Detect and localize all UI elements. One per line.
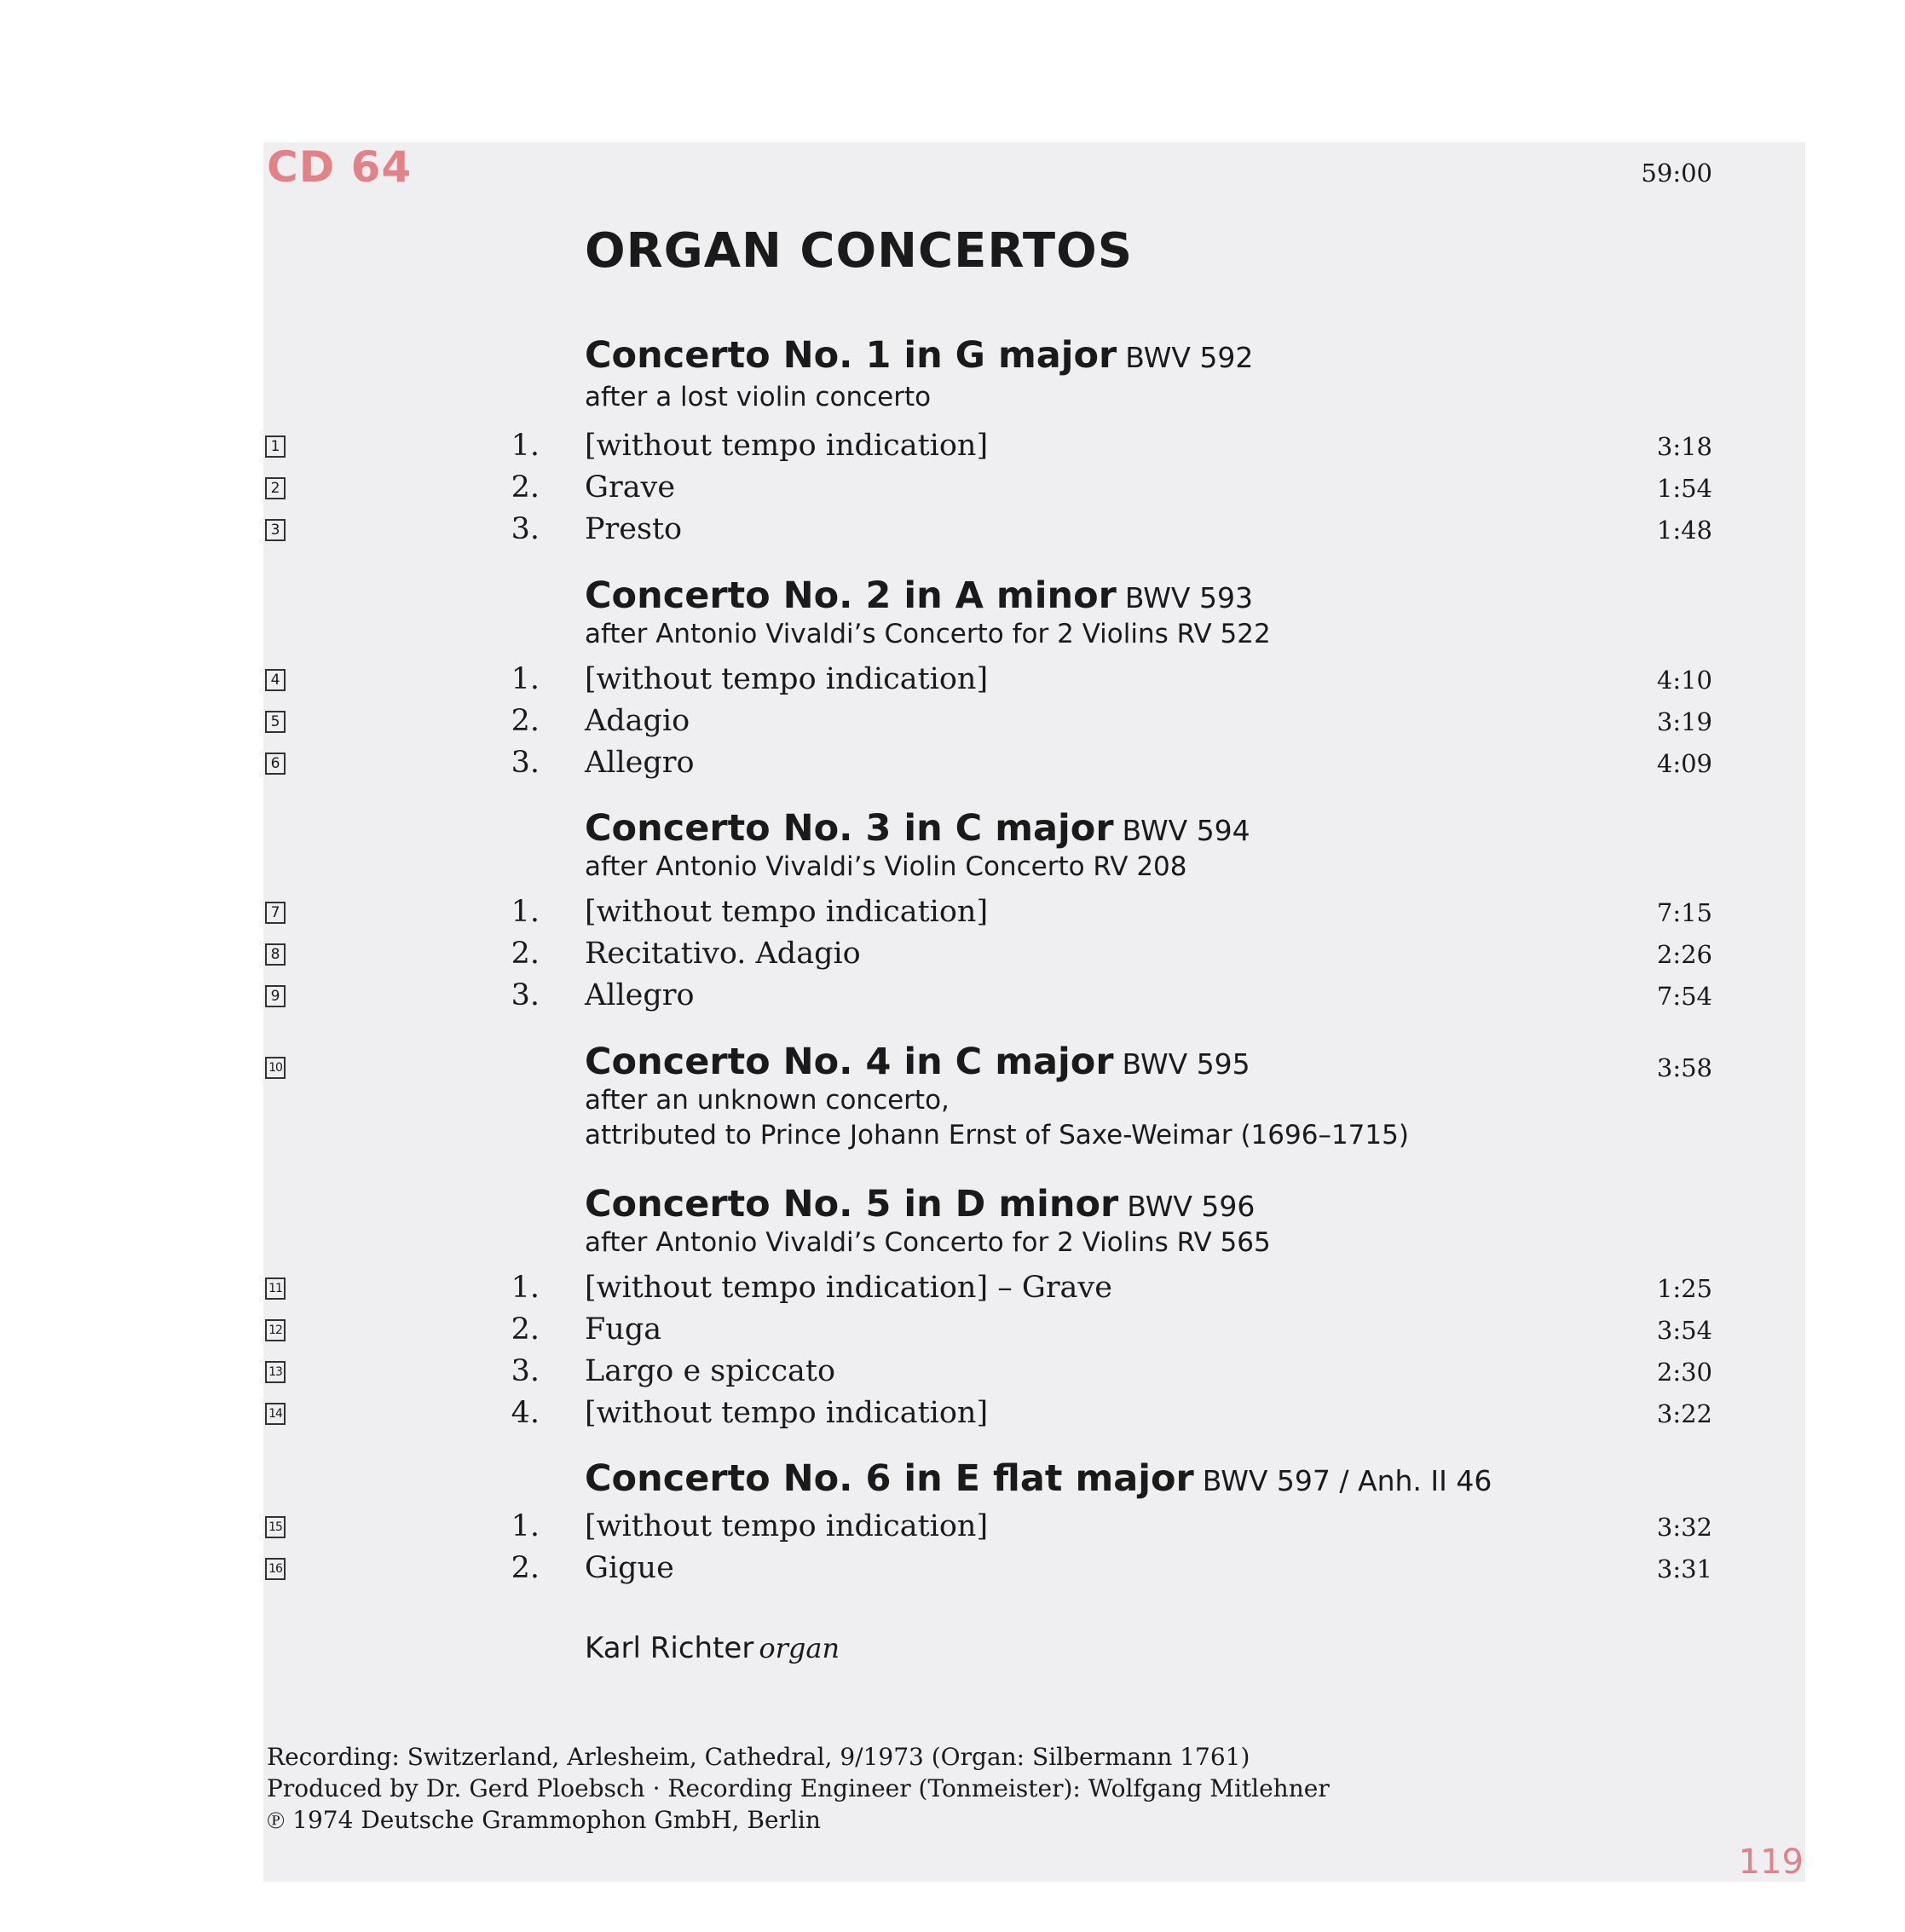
movement-number: 2.	[511, 1551, 540, 1585]
track-duration: 1:48	[1656, 516, 1712, 545]
movement-number: 1.	[511, 429, 540, 463]
movement-number: 1.	[511, 662, 540, 696]
track-number-box: 16	[265, 1558, 286, 1580]
movement-number: 2.	[511, 1312, 540, 1347]
concerto-subtitle: after Antonio Vivaldi’s Violin Concerto RV 208	[585, 851, 1187, 882]
page-title: ORGAN CONCERTOS	[585, 223, 1134, 279]
movement-number: 3.	[511, 512, 540, 546]
track-row[interactable]	[263, 895, 1805, 936]
credits	[267, 1741, 1330, 1836]
concerto-bwv: BWV 594	[1122, 814, 1250, 847]
track-number-box: 9	[265, 985, 286, 1007]
track-row[interactable]	[263, 1354, 1805, 1395]
track-duration: 3:58	[1656, 1053, 1712, 1082]
concerto-subtitle: after Antonio Vivaldi’s Concerto for 2 Violins RV 522	[585, 619, 1271, 649]
track-number-box: 8	[265, 943, 286, 966]
concerto-title: Concerto No. 3 in C major	[585, 807, 1114, 850]
track-number-box: 5	[265, 711, 286, 733]
copyright-credit: ℗ 1974 Deutsche Grammophon GmbH, Berlin	[267, 1806, 821, 1834]
track-row[interactable]	[263, 512, 1805, 553]
movement-number: 1.	[511, 1271, 540, 1305]
track-duration: 7:54	[1656, 982, 1712, 1011]
track-number-box: 11	[265, 1277, 286, 1300]
concerto-bwv: BWV 593	[1124, 581, 1253, 614]
movement-name: [without tempo indication]	[585, 429, 989, 463]
track-row[interactable]	[263, 470, 1805, 511]
movement-number: 2.	[511, 704, 540, 738]
track-number-box: 3	[265, 519, 286, 541]
track-duration: 3:54	[1656, 1316, 1712, 1345]
track-row[interactable]	[263, 1396, 1805, 1437]
production-credit: Produced by Dr. Gerd Ploebsch · Recording Engineer (Tonmeister): Wolfgang Mitlehner	[267, 1774, 1330, 1802]
track-number-box: 2	[265, 477, 286, 499]
track-duration: 7:15	[1656, 898, 1712, 927]
track-row[interactable]	[263, 1312, 1805, 1353]
concerto-heading-5	[585, 1183, 1271, 1260]
concerto-heading-3	[585, 807, 1250, 885]
movement-name: [without tempo indication]	[585, 1509, 989, 1543]
track-duration: 2:26	[1656, 940, 1712, 969]
track-duration: 3:31	[1656, 1554, 1712, 1583]
movement-name: Adagio	[585, 704, 690, 738]
movement-name: [without tempo indication]	[585, 895, 989, 929]
concerto-heading-4	[585, 1041, 1409, 1153]
track-duration: 4:10	[1656, 666, 1712, 695]
movement-number: 3.	[511, 746, 540, 780]
concerto-bwv: BWV 597 / Anh. II 46	[1202, 1464, 1492, 1497]
concerto-subtitle: after a lost violin concerto	[585, 382, 932, 412]
concerto-title: Concerto No. 6 in E flat major	[585, 1457, 1194, 1500]
track-number-box: 10	[265, 1057, 286, 1079]
movement-number: 3.	[511, 1354, 540, 1388]
track-row[interactable]	[263, 1509, 1805, 1550]
concerto-title: Concerto No. 5 in D minor	[585, 1183, 1119, 1226]
page-number: 119	[1738, 1843, 1804, 1882]
concerto-bwv: BWV 595	[1122, 1047, 1250, 1081]
track-row[interactable]	[263, 1551, 1805, 1592]
movement-name: Presto	[585, 512, 683, 546]
track-duration: 2:30	[1656, 1358, 1712, 1387]
track-number-box: 12	[265, 1319, 286, 1341]
track-duration: 3:32	[1656, 1513, 1712, 1542]
movement-name: [without tempo indication]	[585, 1396, 989, 1430]
track-row[interactable]	[263, 978, 1805, 1019]
track-row[interactable]	[263, 662, 1805, 703]
concerto-heading-6	[585, 1457, 1492, 1500]
movement-name: [without tempo indication]	[585, 662, 989, 696]
track-row[interactable]	[263, 704, 1805, 745]
concerto-heading-1	[585, 334, 1253, 415]
movement-number: 1.	[511, 1509, 540, 1543]
movement-name: Fuga	[585, 1312, 662, 1347]
track-row[interactable]	[263, 429, 1805, 470]
movement-name: Recitativo. Adagio	[585, 937, 861, 971]
concerto-subtitle: after Antonio Vivaldi’s Concerto for 2 Violins RV 565	[585, 1227, 1271, 1258]
track-number-box: 1	[265, 435, 286, 458]
movement-number: 2.	[511, 937, 540, 971]
concerto-subtitle: after an unknown concerto,	[585, 1085, 950, 1116]
booklet-page	[263, 142, 1805, 1882]
movement-name: [without tempo indication] – Grave	[585, 1271, 1112, 1305]
track-duration: 3:22	[1656, 1399, 1712, 1428]
track-number-box: 13	[265, 1361, 286, 1383]
movement-number: 2.	[511, 470, 540, 505]
track-row[interactable]	[263, 1271, 1805, 1312]
concerto-title: Concerto No. 1 in G major	[585, 334, 1117, 377]
track-number-box: 4	[265, 669, 286, 691]
movement-name: Largo e spiccato	[585, 1354, 836, 1388]
concerto-title: Concerto No. 2 in A minor	[585, 574, 1117, 617]
track-duration: 4:09	[1656, 749, 1712, 778]
movement-name: Grave	[585, 470, 676, 505]
concerto-heading-2	[585, 574, 1271, 652]
track-row[interactable]	[263, 937, 1805, 978]
movement-number: 1.	[511, 895, 540, 929]
track-duration: 1:54	[1656, 474, 1712, 503]
movement-number: 4.	[511, 1396, 540, 1430]
track-number-box: 7	[265, 902, 286, 924]
track-duration: 3:18	[1656, 432, 1712, 461]
movement-name: Allegro	[585, 746, 695, 780]
concerto-bwv: BWV 596	[1127, 1190, 1256, 1223]
track-number-box: 14	[265, 1403, 286, 1425]
track-duration: 3:19	[1656, 707, 1712, 736]
concerto-title: Concerto No. 4 in C major	[585, 1041, 1114, 1083]
performer-instrument: organ	[759, 1632, 840, 1664]
total-time: 59:00	[1641, 159, 1712, 187]
track-row[interactable]	[263, 746, 1805, 787]
track-number-box: 15	[265, 1516, 286, 1538]
recording-credit: Recording: Switzerland, Arlesheim, Cathedral, 9/1973 (Organ: Silbermann 1761)	[267, 1743, 1250, 1771]
movement-number: 3.	[511, 978, 540, 1012]
performer	[585, 1631, 840, 1665]
concerto-subtitle: attributed to Prince Johann Ernst of Saxe-Weimar (1696–1715)	[585, 1120, 1409, 1151]
track-number-box: 6	[265, 753, 286, 775]
concerto-bwv: BWV 592	[1125, 341, 1254, 374]
cd-label: CD 64	[267, 142, 413, 192]
movement-name: Gigue	[585, 1551, 674, 1585]
movement-name: Allegro	[585, 978, 695, 1012]
track-duration: 1:25	[1656, 1274, 1712, 1303]
performer-name: Karl Richter	[585, 1631, 754, 1665]
